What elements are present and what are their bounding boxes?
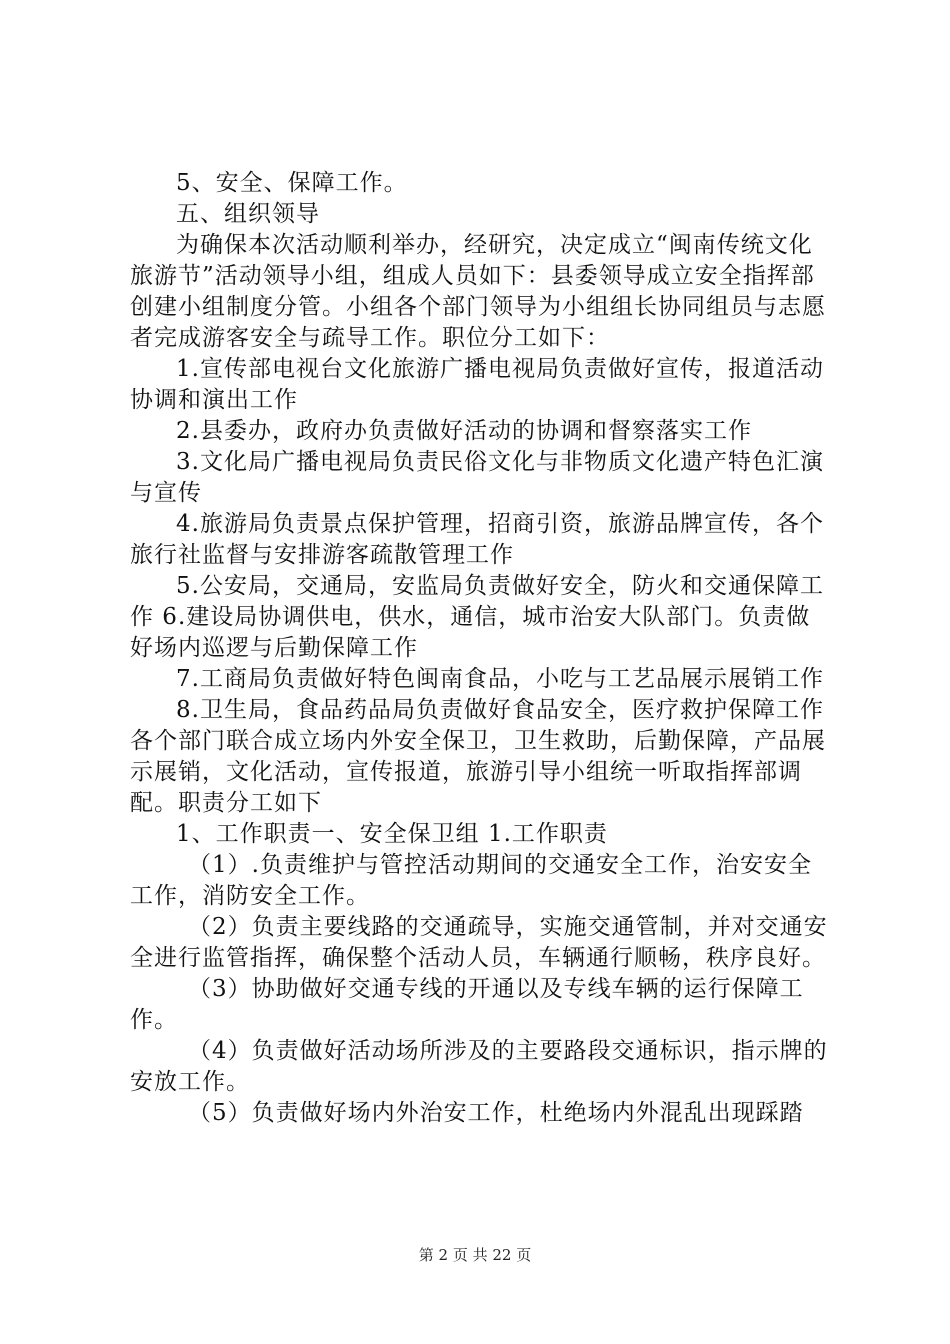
list-item: （4）负责做好活动场所涉及的主要路段交通标识，指示牌的安放工作。 bbox=[130, 1038, 828, 1095]
list-item: （5）负责做好场内外治安工作，杜绝场内外混乱出现踩踏 bbox=[188, 1100, 804, 1126]
list-item: 4.旅游局负责景点保护管理，招商引资，旅游品牌宣传，各个旅行社监督与安排游客疏散管理工作 bbox=[130, 511, 824, 568]
paragraph: 5、安全、保障工作。 bbox=[176, 170, 408, 196]
document-body bbox=[130, 168, 830, 1129]
list-item: 1.宣传部电视台文化旅游广播电视局负责做好宣传，报道活动协调和演出工作 bbox=[130, 356, 824, 413]
list-item: （2）负责主要线路的交通疏导，实施交通管制，并对交通安全进行监管指挥，确保整个活动人员，车辆通行顺畅，秩序良好。 bbox=[130, 914, 828, 971]
section-heading: 1、工作职责一、安全保卫组 1.工作职责 bbox=[176, 821, 608, 847]
paragraph: 为确保本次活动顺利举办，经研究，决定成立“闽南传统文化旅游节”活动领导小组，组成人员如下：县委领导成立安全指挥部创建小组制度分管。小组各个部门领导为小组组长协同组员与志愿者完成游客安全与疏导工作。职位分工如下： bbox=[130, 232, 826, 351]
list-item: （1）.负责维护与管控活动期间的交通安全工作，治安安全工作，消防安全工作。 bbox=[130, 852, 812, 909]
section-heading: 五、组织领导 bbox=[176, 201, 320, 227]
list-item: 8.卫生局，食品药品局负责做好食品安全，医疗救护保障工作各个部门联合成立场内外安全保卫，卫生救助，后勤保障，产品展示展销，文化活动，宣传报道，旅游引导小组统一听取指挥部调配。职责分工如下 bbox=[130, 697, 826, 816]
list-item: 2.县委办，政府办负责做好活动的协调和督察落实工作 bbox=[176, 418, 752, 444]
page-number-footer: 第 2 页 共 22 页 bbox=[418, 1246, 532, 1264]
list-item: 7.工商局负责做好特色闽南食品，小吃与工艺品展示展销工作 bbox=[176, 666, 824, 692]
list-item: 3.文化局广播电视局负责民俗文化与非物质文化遗产特色汇演与宣传 bbox=[130, 449, 824, 506]
list-item: （3）协助做好交通专线的开通以及专线车辆的运行保障工作。 bbox=[130, 976, 804, 1033]
list-item: 5.公安局，交通局，安监局负责做好安全，防火和交通保障工作 6.建设局协调供电，供水，通信，城市治安大队部门。负责做好场内巡逻与后勤保障工作 bbox=[130, 573, 824, 661]
